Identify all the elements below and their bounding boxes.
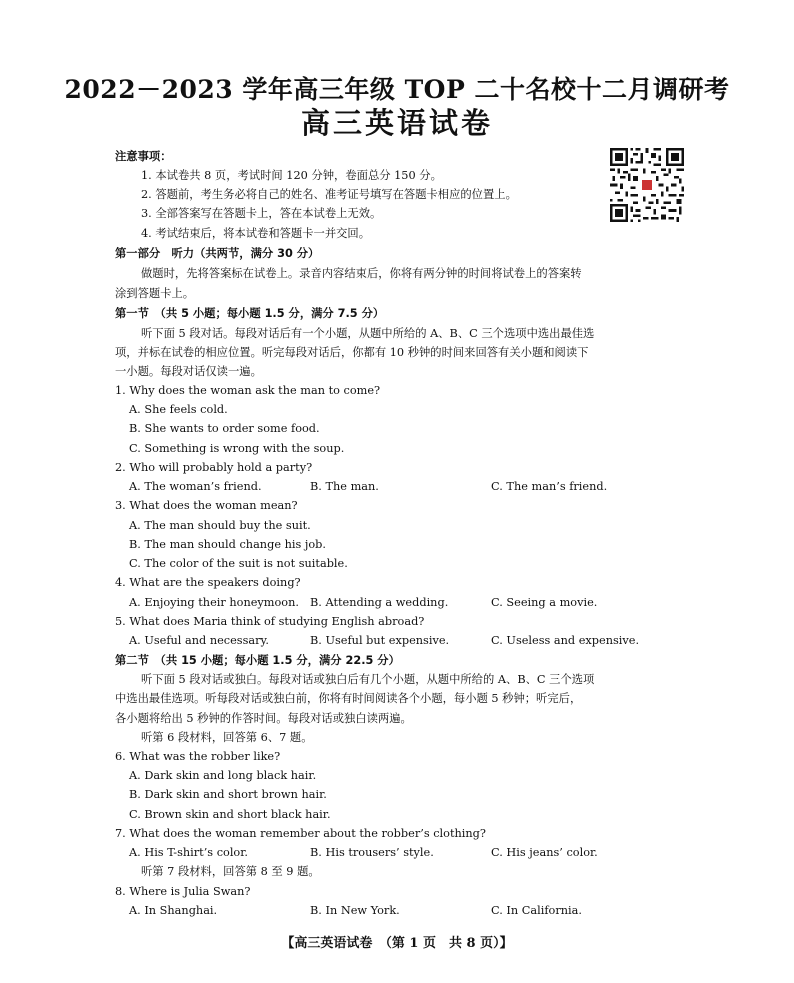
section2-instructions: 中选出最佳选项。听每段对话或独白前，你将有时间阅读各个小题，每小题 5 秒钟；听完后， [115,692,582,705]
question-stem: 4. What are the speakers doing? [115,576,301,589]
question-stem: 2. Who will probably hold a party? [115,461,313,474]
option-a: A. The man should buy the suit. [129,519,311,532]
note-item: 3. 全部答案写在答题卡上，答在本试卷上无效。 [141,207,382,220]
option-b: B. His trousers’ style. [310,846,434,859]
page-footer: 【高三英语试卷 （第 1 页 共 8 页）】 [281,936,513,951]
question-stem: 8. Where is Julia Swan? [115,885,251,898]
option-b: B. Dark skin and short brown hair. [129,788,327,801]
exam-title: 2022－2023 学年高三年级 TOP 二十名校十二月调研考 [64,75,730,104]
qr-code-icon [610,148,684,222]
option-a: A. Useful and necessary. [129,634,270,647]
note-item: 2. 答题前，考生务必将自己的姓名、准考证号填写在答题卡相应的位置上。 [141,188,517,201]
note-item: 4. 考试结束后，将本试卷和答题卡一并交回。 [141,227,371,240]
question-stem: 3. What does the woman mean? [115,499,298,512]
option-b: B. In New York. [310,904,400,917]
section1-instructions: 听下面 5 段对话。每段对话后有一个小题，从题中所给的 A、B、C 三个选项中选出最佳选 [141,327,595,340]
option-a: A. She feels cold. [129,403,228,416]
option-b: B. Attending a wedding. [310,596,449,609]
part1-intro: 做题时，先将答案标在试卷上。录音内容结束后，你将有两分钟的时间将试卷上的答案转 [141,267,582,280]
option-c: C. Useless and expensive. [491,634,640,647]
section1-instructions: 项，并标在试卷的相应位置。听完每段对话后，你都有 10 秒钟的时间来回答有关小题和阅读下 [115,346,589,359]
question-stem: 1. Why does the woman ask the man to come? [115,384,381,397]
option-c: C. His jeans’ color. [491,846,598,859]
section2-instructions: 各小题将给出 5 秒钟的作答时间。每段对话或独白读两遍。 [115,712,412,725]
question-stem: 5. What does Maria think of studying English abroad? [115,615,425,628]
option-b: B. The man should change his job. [129,538,326,551]
option-a: A. His T-shirt’s color. [129,846,248,859]
question-stem: 6. What was the robber like? [115,750,281,763]
option-c: C. The man’s friend. [491,480,608,493]
question-stem: 7. What does the woman remember about the robber’s clothing? [115,827,486,840]
option-a: A. In Shanghai. [129,904,218,917]
option-a: A. Dark skin and long black hair. [129,769,317,782]
exam-subtitle: 高三英语试卷 [300,106,493,140]
option-c: C. Brown skin and short black hair. [129,808,331,821]
option-a: A. Enjoying their honeymoon. [129,596,299,609]
part1-heading: 第一部分 听力（共两节，满分 30 分） [115,247,320,260]
option-c: C. Seeing a movie. [491,596,598,609]
option-b: B. The man. [310,480,379,493]
material-instruction: 听第 6 段材料，回答第 6、7 题。 [141,731,313,744]
option-a: A. The woman’s friend. [129,480,262,493]
part1-intro: 涂到答题卡上。 [115,287,195,300]
section1-heading: 第一节 （共 5 小题；每小题 1.5 分，满分 7.5 分） [115,307,385,320]
notes-heading: 注意事项： [115,150,172,163]
option-b: B. Useful but expensive. [310,634,450,647]
option-c: C. In California. [491,904,582,917]
material-instruction: 听第 7 段材料，回答第 8 至 9 题。 [141,865,320,878]
section1-instructions: 一小题。每段对话仅读一遍。 [115,365,262,378]
section2-heading: 第二节 （共 15 小题；每小题 1.5 分，满分 22.5 分） [115,654,400,667]
section2-instructions: 听下面 5 段对话或独白。每段对话或独白后有几个小题，从题中所给的 A、B、C 三个选项 [141,673,595,686]
note-item: 1. 本试卷共 8 页，考试时间 120 分钟，卷面总分 150 分。 [141,169,442,182]
option-c: C. Something is wrong with the soup. [129,442,345,455]
option-b: B. She wants to order some food. [129,422,320,435]
option-c: C. The color of the suit is not suitable. [129,557,348,570]
